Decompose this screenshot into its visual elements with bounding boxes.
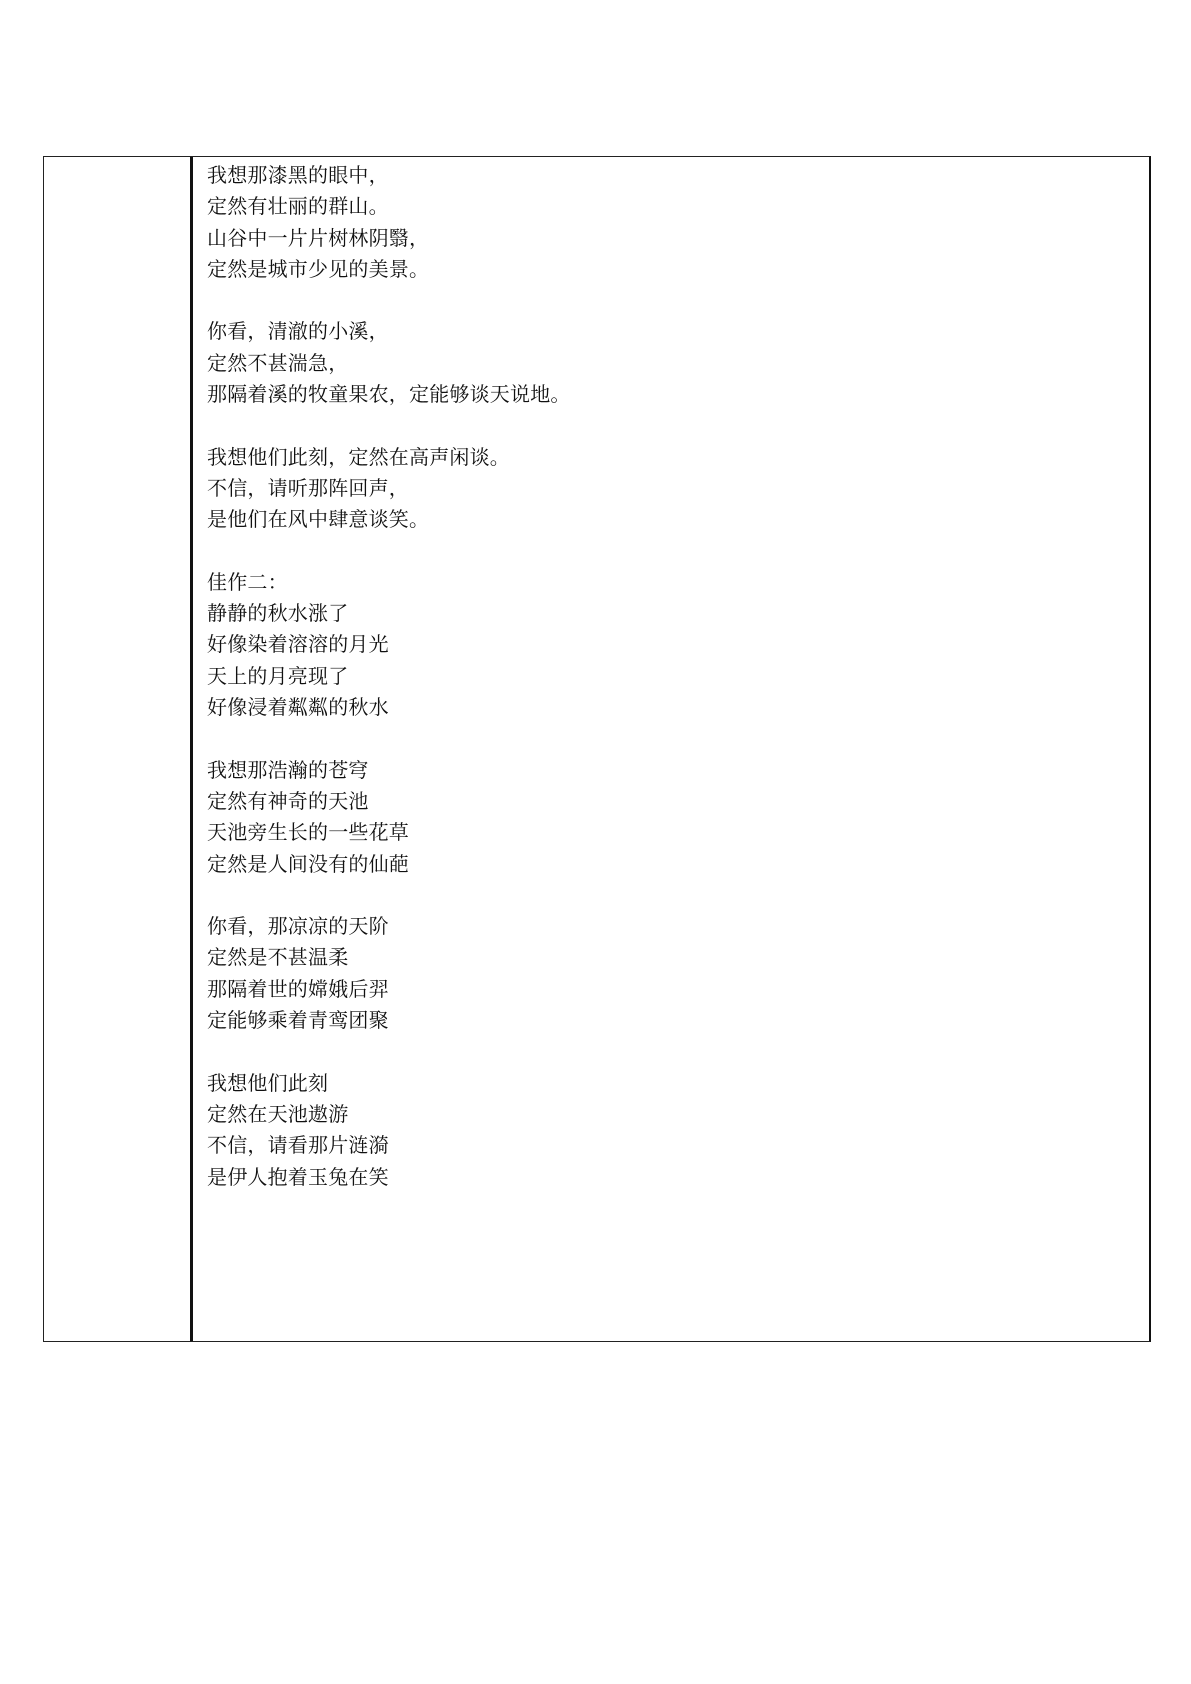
poem-line-19: 你看，那凉凉的天阶: [207, 914, 389, 939]
poem-line-9: 不信，请听那阵回声，: [207, 475, 409, 500]
table-frame: [43, 156, 1151, 1342]
blank-line: [207, 1036, 571, 1067]
poem-line-4: 定然是城市少见的美景。: [207, 256, 430, 281]
blank-line: [207, 880, 571, 911]
poem-line-20: 定然是不甚温柔: [207, 945, 349, 970]
poem-line-7: 那隔着溪的牧童果农，定能够谈天说地。: [207, 382, 571, 407]
blank-line: [207, 285, 571, 316]
poem-text-block: [207, 160, 571, 1193]
left-table-cell: [44, 157, 193, 1341]
blank-line: [207, 536, 571, 567]
poem-line-21: 那隔着世的嫦娥后羿: [207, 976, 389, 1001]
poem-line-6: 定然不甚湍急，: [207, 350, 349, 375]
right-table-cell: [196, 157, 1149, 1341]
poem-line-2: 定然有壮丽的群山。: [207, 194, 389, 219]
poem-line-23: 我想他们此刻: [207, 1070, 329, 1095]
poem-line-13: 天上的月亮现了: [207, 663, 349, 688]
poem-line-5: 你看，清澈的小溪，: [207, 319, 389, 344]
poem-line-17: 天池旁生长的一些花草: [207, 820, 409, 845]
poem-line-12: 好像染着溶溶的月光: [207, 632, 389, 657]
poem-line-11: 静静的秋水涨了: [207, 601, 349, 626]
poem-line-1: 我想那漆黑的眼中，: [207, 163, 389, 187]
poem-line-3: 山谷中一片片树林阴翳，: [207, 225, 430, 250]
poem-line-22: 定能够乘着青鸾团聚: [207, 1008, 389, 1033]
poem-line-15: 我想那浩瀚的苍穹: [207, 757, 369, 782]
blank-line: [207, 410, 571, 441]
blank-line: [207, 723, 571, 754]
poem-line-16: 定然有神奇的天池: [207, 788, 369, 813]
poem-line-18: 定然是人间没有的仙葩: [207, 851, 409, 876]
poem-line-25: 不信，请看那片涟漪: [207, 1133, 389, 1158]
section-heading: 佳作二：: [207, 569, 288, 594]
poem-line-24: 定然在天池遨游: [207, 1101, 349, 1126]
poem-line-8: 我想他们此刻，定然在高声闲谈。: [207, 444, 510, 469]
poem-line-10: 是他们在风中肆意谈笑。: [207, 507, 430, 532]
poem-line-14: 好像浸着粼粼的秋水: [207, 695, 389, 720]
poem-line-26: 是伊人抱着玉兔在笑: [207, 1164, 389, 1189]
